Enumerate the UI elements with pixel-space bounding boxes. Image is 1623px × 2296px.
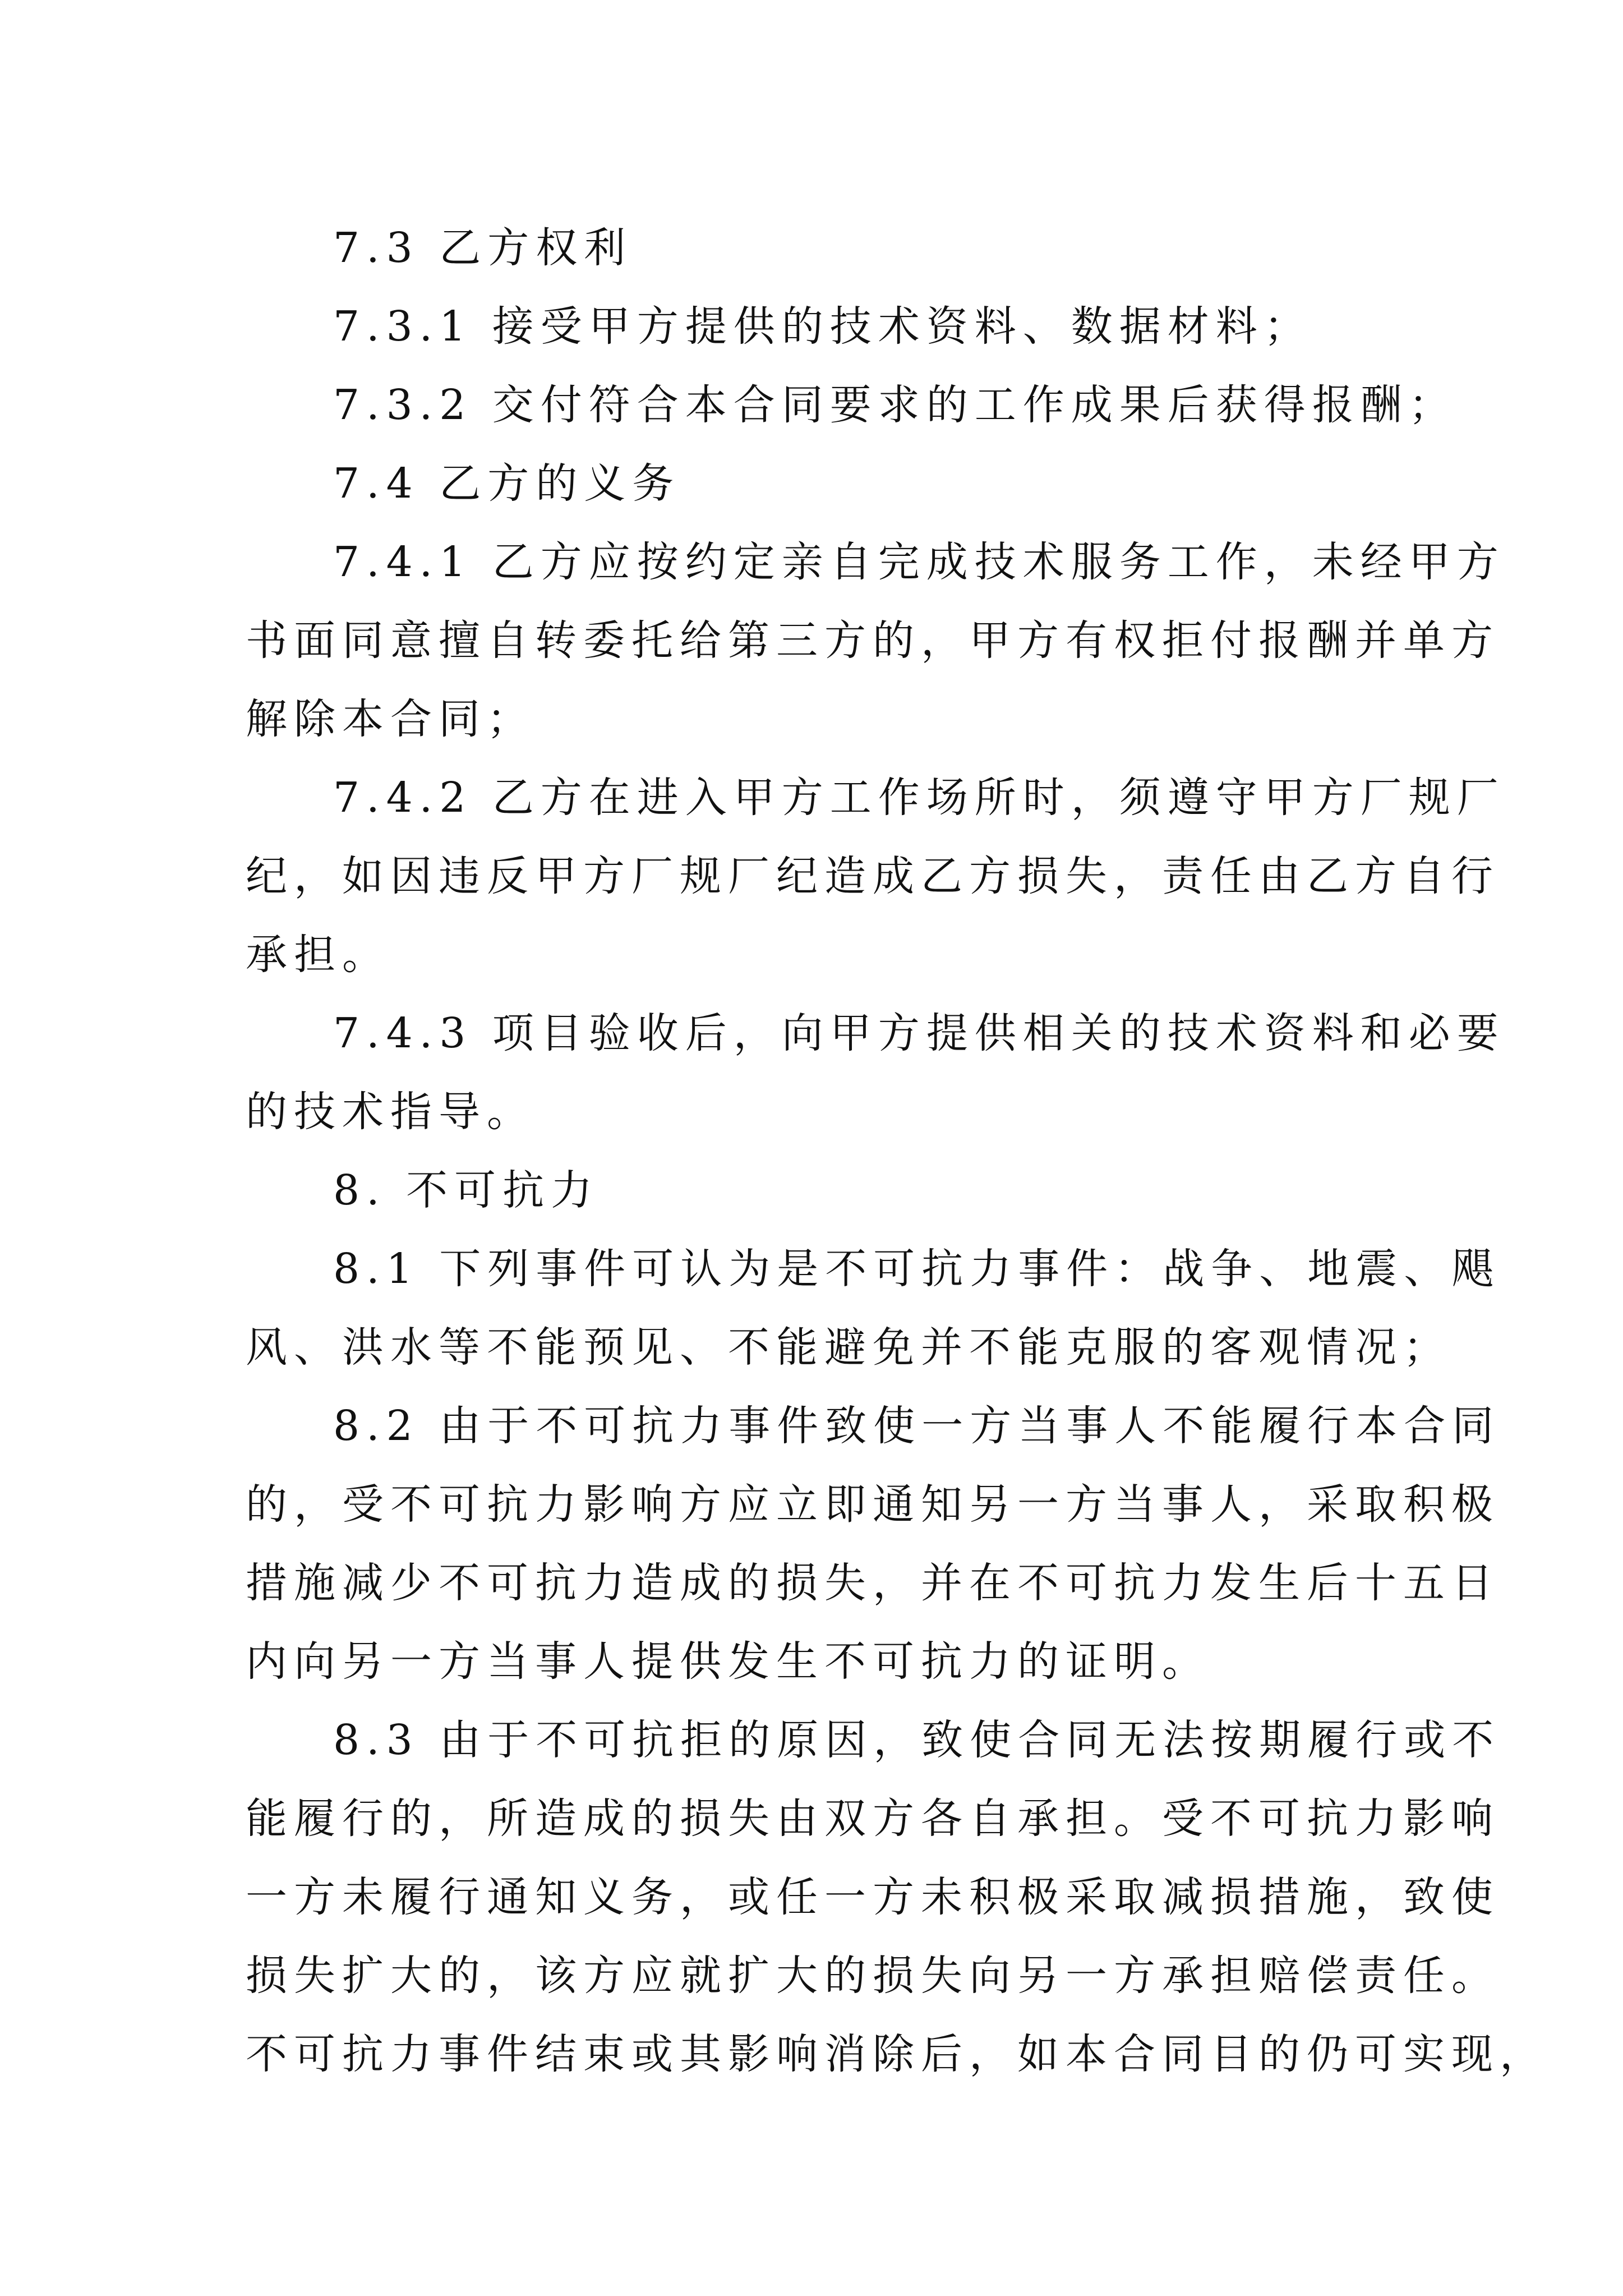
- clause-7-4-3: [246, 994, 1505, 1151]
- text-line: 7.3.2 交付符合本合同要求的工作成果后获得报酬；: [333, 381, 1457, 429]
- clause-7-3-1: [246, 287, 1390, 366]
- text-line: 措施减少不可抗力造成的损失，并在不可抗力发生后十五日: [246, 1559, 1500, 1607]
- text-line: 承担。: [246, 931, 390, 979]
- clause-8-1: [246, 1230, 1501, 1387]
- section-heading-7-3: [246, 209, 1390, 287]
- text-line: 7.4.3 项目验收后，向甲方提供相关的技术资料和必要: [333, 1009, 1505, 1057]
- text-line: 7.3.1 接受甲方提供的技术资料、数据材料；: [333, 302, 1312, 351]
- text-line: 风、洪水等不能预见、不能避免并不能克服的客观情况；: [246, 1323, 1451, 1372]
- clause-7-4-1: [246, 523, 1505, 758]
- clause-8-2: [246, 1387, 1501, 1701]
- text-line: 8. 不可抗力: [333, 1166, 600, 1214]
- text-line: 7.3 乙方权利: [333, 224, 633, 272]
- text-line: 的技术指导。: [246, 1088, 535, 1136]
- text-line: 内向另一方当事人提供发生不可抗力的证明。: [246, 1637, 1210, 1686]
- section-heading-7-4: [246, 444, 1390, 523]
- text-line: 7.4 乙方的义务: [333, 459, 681, 508]
- text-line: 纪，如因违反甲方厂规厂纪造成乙方损失，责任由乙方自行: [246, 852, 1500, 900]
- text-line: 7.4.2 乙方在进入甲方工作场所时，须遵守甲方厂规厂: [333, 774, 1505, 822]
- text-line: 8.2 由于不可抗力事件致使一方当事人不能履行本合同: [333, 1402, 1501, 1450]
- text-line: 一方未履行通知义务，或任一方未积极采取减损措施，致使: [246, 1873, 1500, 1921]
- clause-7-3-2: [246, 366, 1457, 444]
- text-line: 解除本合同；: [246, 695, 535, 743]
- text-line: 不可抗力事件结束或其影响消除后，如本合同目的仍可实现，: [246, 2030, 1548, 2078]
- text-line: 的，受不可抗力影响方应立即通知另一方当事人，采取积极: [246, 1480, 1500, 1529]
- clause-8-3: [246, 1701, 1548, 2093]
- text-line: 能履行的，所造成的损失由双方各自承担。受不可抗力影响: [246, 1795, 1500, 1843]
- clause-7-4-2: [246, 758, 1505, 994]
- text-line: 8.1 下列事件可认为是不可抗力事件：战争、地震、飓: [333, 1245, 1501, 1293]
- text-line: 书面同意擅自转委托给第三方的，甲方有权拒付报酬并单方: [246, 616, 1500, 665]
- document-body: [246, 209, 1548, 2093]
- text-line: 7.4.1 乙方应按约定亲自完成技术服务工作，未经甲方: [333, 538, 1505, 586]
- section-heading-8: [246, 1151, 1390, 1230]
- text-line: 损失扩大的，该方应就扩大的损失向另一方承担赔偿责任。: [246, 1952, 1500, 2000]
- text-line: 8.3 由于不可抗拒的原因，致使合同无法按期履行或不: [333, 1716, 1501, 1764]
